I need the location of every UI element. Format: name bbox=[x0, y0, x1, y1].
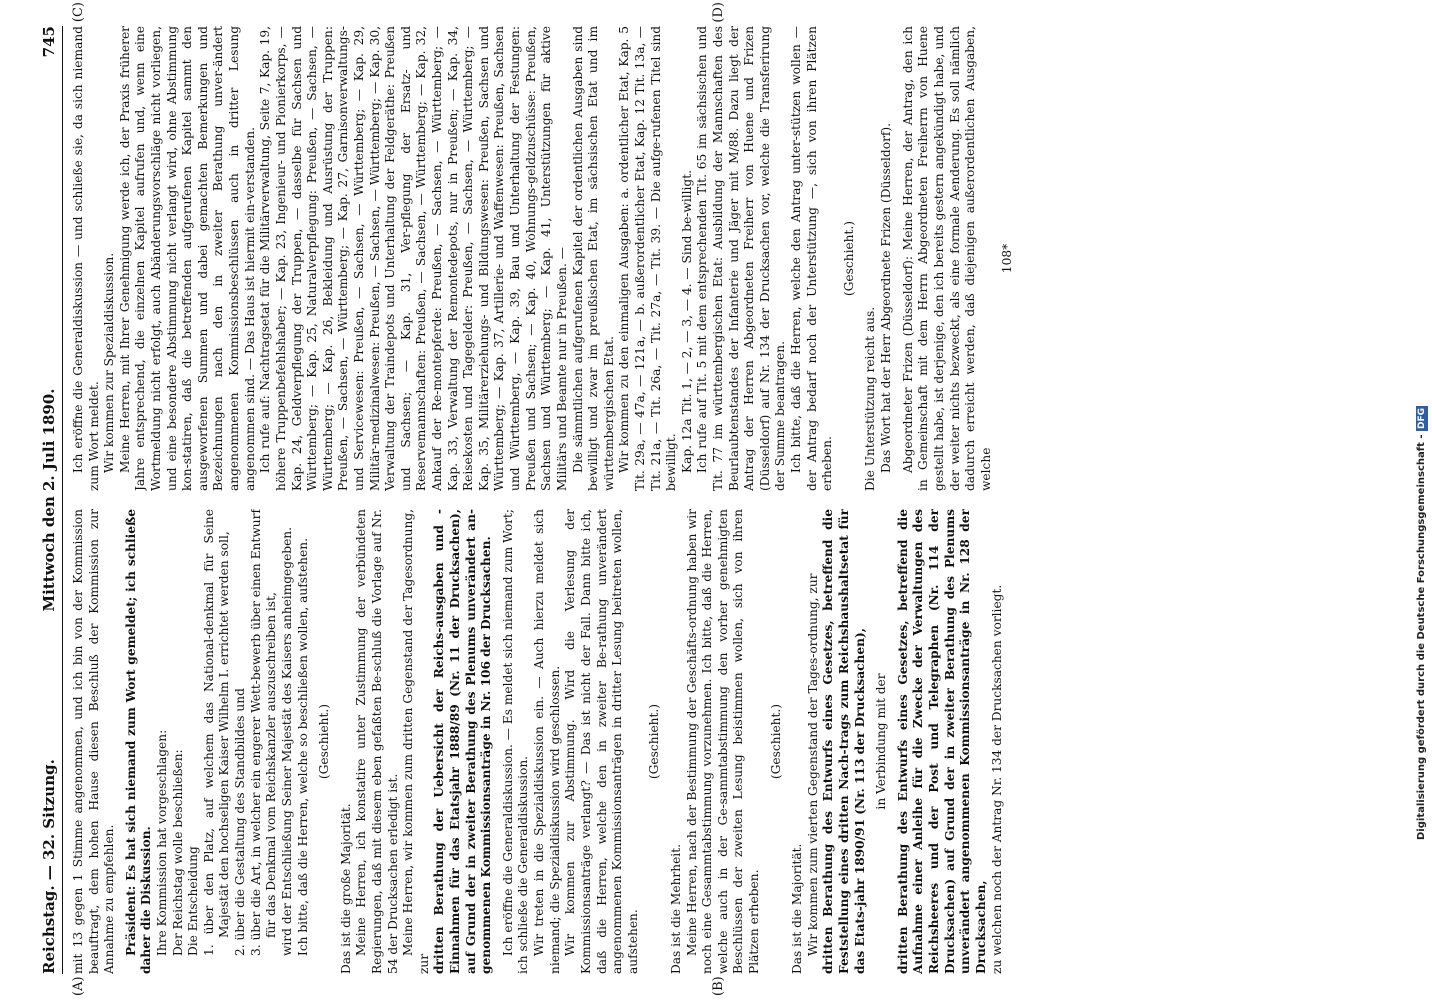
speaker-statement: Abgeordneter Frizen (Düsseldorf): Meine Herren, der Antrag, den ich in Gemeinschaft mit dem Herrn Abgeordneten Freiherrn von Huene gestellt habe, ist derjenige, den ich bereits gestern angekündigt habe, und der weiter nichts bezweckt, als eine formale Aenderung. Es soll nämlich dadurch erreicht werden, daß diejenigen außerordentlichen Ausgaben, welche bbox=[900, 26, 993, 491]
paragraph: Wir kommen zu den einmaligen Ausgaben: a. ordentlicher Etat, Kap. 5 Tit. 29a, — 47a, — 121a, — b. außerordentlicher Etat, Kap. 12 Tit. 13a, — Tit. 21a, — Tit. 26a, — Tit. 27a, — Tit. 39. — Die aufge-rufenen Titel sind bewilligt. bbox=[617, 26, 679, 491]
right-column bbox=[71, 26, 1361, 491]
stage-direction: (Geschieht.) bbox=[768, 703, 783, 780]
paragraph: zu welchen noch der Antrag Nr. 134 der Drucksachen vorliegt. bbox=[989, 584, 1004, 974]
paragraph: Kap. 12a Tit. 1, — 2, — 3, — 4. — Sind be-willigt. bbox=[679, 170, 694, 473]
margin-marker-b: (B) bbox=[711, 976, 726, 996]
paragraph: Der Reichstag wolle beschließen: bbox=[170, 749, 185, 956]
paragraph: Wir kommen zum vierten Gegenstand der Tages-ordnung, zur bbox=[805, 573, 820, 956]
margin-marker-c: (C) bbox=[71, 2, 86, 23]
paragraph: Das Wort hat der Herr Abgeordnete Frizen (Düsseldorf). bbox=[879, 122, 894, 473]
running-title: Reichstag. — 32. Sitzung. bbox=[40, 759, 58, 974]
text-columns bbox=[71, 2, 1361, 996]
session-date: Mittwoch den 2. Juli 1890. bbox=[40, 388, 58, 612]
paragraph: Die Entscheidung bbox=[186, 846, 201, 956]
agenda-item-heading: dritten Berathung des Entwurfs eines Gesetzes, betreffend die Aufnahme einer Anleihe für die Zwecke der Verwaltungen des Reichsheeres und der Post und Telegraphen (Nr. 114 der Drucksachen) auf Grund der in zweiter Berathung des Plenums unverändert angenommenen Kommissionsanträge in Nr. 128 der Drucksachen, bbox=[895, 509, 988, 974]
paragraph: Meine Herren, ich konstatire unter Zustimmung der verbündeten Regierungen, daß mit diesem eben gefaßten Be-schluß die Vorlage auf Nr. 54 der Drucksachen erledigt ist. bbox=[354, 509, 400, 974]
credit-text: Digitalisierung gefördert durch die Deutsche Forschungsgemeinschaft - bbox=[1416, 434, 1427, 840]
paragraph: Die Unterstützung reicht aus. bbox=[863, 306, 878, 491]
paragraph: Ich bitte, daß die Herren, welche so beschließen wollen, aufstehen. bbox=[295, 538, 310, 956]
paragraph: Ich eröffne die Generaldiskussion. — Es meldet sich niemand zum Wort; ich schließe die Generaldiskussion. bbox=[500, 509, 531, 974]
paragraph: Ich eröffne die Generaldiskussion — und schließe sie, da sich niemand zum Wort meldet. bbox=[71, 26, 101, 491]
margin-marker-a: (A) bbox=[71, 976, 86, 996]
agenda-item-heading: dritten Berathung der Uebersicht der Reichs-ausgaben und -Einnahmen für das Etatsjahr 1888/89 (Nr. 11 der Drucksachen), auf Grund der in zweiter Berathung des Plenums unverändert an-genommenen Kommissionsanträge in Nr. 106 der Drucksachen. bbox=[432, 509, 494, 974]
paragraph: Ihre Kommission hat vorgeschlagen: bbox=[155, 729, 170, 956]
paragraph: Meine Herren, mit Ihrer Genehmigung werde ich, der Praxis früherer Jahre entsprechend, die einzelnen Kapitel aufrufen und, wenn eine Wortmeldung nicht erfolgt, auch Abänderungsvorschläge nicht vorliegen, und eine besondere Abstimmung nicht verlangt wird, ohne Abstimmung kon-statiren, daß die betreffenden aufgerufenen Kapitel sammt den ausgeworfenen Summen und dabei gemachten Bemerkungen und Bezeichnungen nach den in zweiter Berathung unver-ändert angenommenen Kommissionsbeschlüssen auch in dritter Lesung angenommen sind. — Das Haus ist hiermit ein-verstanden. bbox=[117, 26, 257, 491]
margin-marker-d: (D) bbox=[711, 2, 726, 23]
paragraph: Meine Herren, nach der Bestimmung der Geschäfts-ordnung haben wir noch eine Gesammtabstimmung vorzunehmen. Ich bitte, daß die Herren, welche auch in der Ge-sammtabstimmung den vorher genehmigten Beschlüssen der zweiten Lesung beistimmen wollen, sich von ihren Plätzen erheben. bbox=[684, 509, 761, 974]
stage-direction: (Geschieht.) bbox=[647, 703, 662, 780]
paragraph: Das ist die große Majorität. bbox=[338, 803, 353, 974]
list-item: 1. über den Platz, auf welchem das National-denkmal für Seine Majestät den hochseligen Kaiser Wilhelm I. errichtet werden soll, bbox=[201, 509, 232, 956]
paragraph: Die sämmtlichen aufgerufenen Kapitel der ordentlichen Ausgaben sind bewilligt und zwar im preußischen Etat, im sächsischen Etat und im württembergischen Etat. bbox=[570, 26, 616, 491]
page-header bbox=[40, 26, 63, 974]
list-item: 2. über die Gestaltung des Standbildes und bbox=[233, 688, 248, 956]
paragraph: Ich bitte, daß die Herren, welche den Antrag unter-stützen wollen — der Antrag bedarf noch der Unterstützung —, sich von ihren Plätzen erheben. bbox=[789, 26, 835, 491]
stage-direction: (Geschieht.) bbox=[317, 703, 332, 780]
paragraph: Wir kommen zur Spezialdiskussion. bbox=[102, 252, 117, 473]
president-statement: Präsident: Es hat sich niemand zum Wort gemeldet; ich schließe daher die Diskussion. bbox=[123, 509, 154, 974]
left-column bbox=[71, 509, 1361, 974]
dfg-logo: DFG bbox=[1417, 407, 1427, 429]
paragraph: Meine Herren, wir kommen zum dritten Gegenstand der Tagesordnung, zur bbox=[401, 509, 431, 974]
paragraph: Das ist die Mehrheit. bbox=[668, 844, 683, 974]
paragraph: Wir treten in die Spezialdiskussion ein. — Auch hierzu meldet sich niemand; die Spezialdiskussion wird geschlossen. bbox=[532, 509, 562, 974]
paragraph: Ich rufe auf: Nachtragsetat für die Militärverwaltung, Seite 7, Kap. 19, höhere Truppenbefehlshaber; — Kap. 23, Ingenieur- und Pionierkorps, — Kap. 24, Geldverpflegung der Truppen, — dasselbe für Sachsen und Württemberg; — Kap. 25, Naturalverpflegung: Preußen, — Sachsen, — Württemberg; — Kap. 26, Bekleidung und Ausrüstung der Truppen: Preußen, — Sachsen, — Württemberg; — Kap. 27, Garnisonverwaltungs- und Servicewesen: Preußen, — Sachsen, — Württemberg; — Kap. 29, Militär-medizinalwesen: Preußen, — Sachsen, — Württemberg; — Kap. 30, Verwaltung der Traindepots und Unterhaltung der Feldgeräthe: Preußen und Sachsen; — Kap. 31, Ver-pflegung der Ersatz- und Reservemannschaften: Preußen, — Sachsen, — Württemberg; — Kap. 32, Ankauf der Re-montepferde: Preußen, — Sachsen, — Württemberg; — Kap. 33, Verwaltung der Remontedepots, nur in Preußen; — Kap. 34, Reisekosten und Tagegelder: Preußen, — Sachsen, — Württemberg; — Kap. 35, Militärerziehungs- und Bildungswesen: Preußen, Sachsen und Württemberg; — Kap. 37, Artillerie- und Waffenwesen: Preußen, Sachsen und Württemberg, — Kap. 39, Bau und Unterhaltung der Festungen: Preußen und Sachsen; — Kap. 40, Wohnungs-geldzuschüsse: Preußen, Sachsen und Württemberg; — Kap. 41, Unterstützungen für aktive Militärs und Beamte nur in Preußen. — bbox=[258, 26, 569, 491]
stage-direction: (Geschieht.) bbox=[841, 220, 856, 297]
page-number: 745 bbox=[40, 26, 58, 58]
paragraph: mit 13 gegen 1 Stimme angenommen, und ich bin von der Kommission beauftragt, dem hohen Hause diesen Beschluß der Kommission zur Annahme zu empfehlen. bbox=[71, 509, 117, 974]
digitization-credit bbox=[1416, 160, 1430, 840]
paragraph: wird der Entschließung Seiner Majestät des Kaisers anheimgegeben. bbox=[279, 526, 294, 956]
paragraph: Das ist die Majorität. bbox=[790, 843, 805, 974]
paragraph: Ich rufe auf Tit. 5 mit dem entsprechenden Tit. 65 im sächsischen und Tit. 77 im württembergischen Etat: Ausbildung der Mannschaften des Beurlaubtenstandes der Infanterie und Jäger mit M/88. Dazu liegt der Antrag der Herren Abgeordneten Freiherr von Huene und Frizen (Düsseldorf) auf Nr. 134 der Drucksachen vor, welche die Transferirung der Summe beantragen. bbox=[695, 26, 788, 491]
agenda-item-heading: dritten Berathung des Entwurfs eines Gesetzes, betreffend die Feststellung eines dritten Nach-trags zum Reichshaushaltsetat für das Etats-jahr 1890/91 (Nr. 113 der Drucksachen), bbox=[821, 509, 867, 974]
paragraph: Wir kommen zur Abstimmung. Wird die Verlesung der Kommissionsanträge verlangt? — Das ist nicht der Fall. Dann bitte ich, daß die Herren, welche den in zweiter Be-rathung unverändert angenommenen Kommissionsanträgen in dritter Lesung beitreten wollen, aufstehen. bbox=[563, 509, 640, 974]
paragraph: in Verbindung mit der bbox=[874, 673, 889, 810]
list-item: 3. über die Art, in welcher ein engerer Wett-bewerb über einen Entwurf für das Denkmal vom Reichskanzler auszuschreiben ist, bbox=[248, 509, 279, 956]
footnote-mark: 108* bbox=[1000, 243, 1015, 274]
